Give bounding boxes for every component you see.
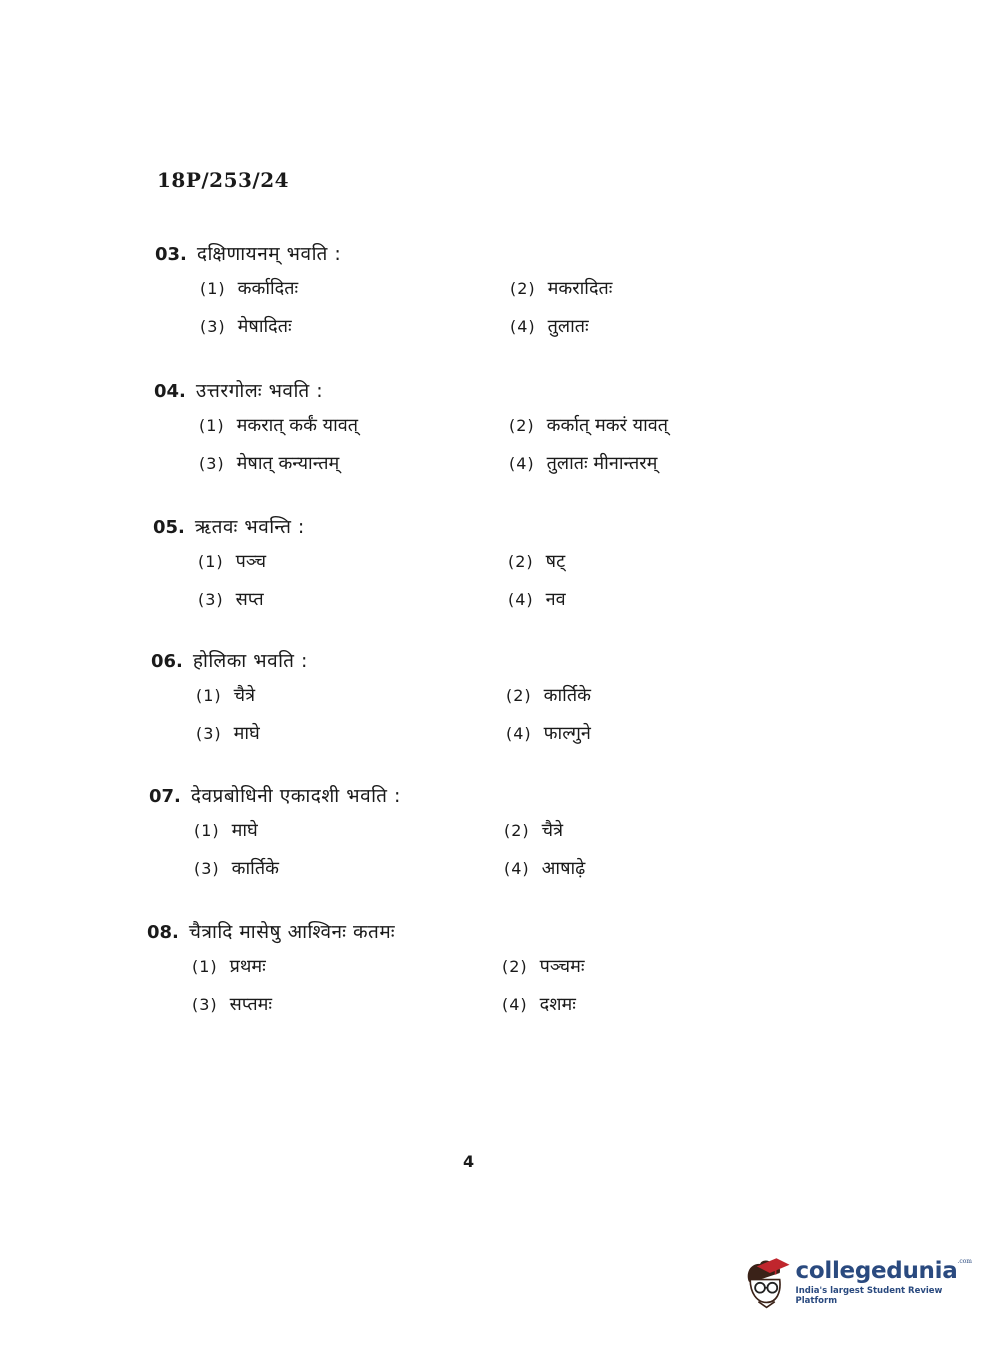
option-text: चैत्रे bbox=[541, 820, 564, 841]
option-1 bbox=[198, 549, 266, 573]
option-3 bbox=[194, 856, 279, 880]
logo-com: .com bbox=[957, 1258, 972, 1265]
option-text: कर्कादितः bbox=[237, 278, 299, 299]
options bbox=[151, 683, 771, 763]
option-1 bbox=[194, 818, 258, 842]
option-text: दशमः bbox=[539, 994, 576, 1015]
option-text: मकरादितः bbox=[547, 278, 613, 299]
options bbox=[149, 818, 769, 898]
option-4 bbox=[510, 314, 589, 338]
question-number: 05. bbox=[153, 517, 185, 538]
option-number: (2) bbox=[504, 821, 530, 840]
question-number: 04. bbox=[154, 381, 186, 402]
option-text: फाल्गुने bbox=[543, 723, 591, 744]
question-03 bbox=[155, 240, 775, 356]
option-number: (1) bbox=[194, 821, 220, 840]
option-number: (4) bbox=[506, 724, 532, 743]
option-2 bbox=[506, 683, 591, 707]
option-3 bbox=[200, 314, 292, 338]
paper-code: 18P/253/24 bbox=[157, 168, 290, 192]
question-number: 07. bbox=[149, 786, 181, 807]
option-text: सप्तमः bbox=[229, 994, 273, 1015]
question-text: उत्तरगोलः भवति : bbox=[195, 380, 324, 402]
option-text: तुलातः bbox=[547, 316, 589, 337]
question-number: 08. bbox=[147, 922, 179, 943]
mascot-icon bbox=[742, 1251, 790, 1313]
option-number: (1) bbox=[196, 686, 222, 705]
option-text: तुलातः मीनान्तरम् bbox=[546, 453, 658, 474]
options bbox=[153, 549, 773, 629]
option-1 bbox=[196, 683, 255, 707]
option-text: आषाढ़े bbox=[541, 858, 586, 879]
option-text: मकरात् कर्कं यावत् bbox=[236, 415, 359, 436]
logo-tagline: India's largest Student Review Platform bbox=[795, 1286, 943, 1306]
option-number: (2) bbox=[506, 686, 532, 705]
option-text: मेषादितः bbox=[237, 316, 292, 337]
option-number: (4) bbox=[508, 590, 534, 609]
logo-name: collegedunia bbox=[795, 1258, 958, 1284]
option-4 bbox=[504, 856, 585, 880]
option-text: प्रथमः bbox=[229, 956, 266, 977]
option-number: (3) bbox=[200, 317, 226, 336]
option-number: (2) bbox=[509, 416, 535, 435]
option-number: (3) bbox=[196, 724, 222, 743]
collegedunia-logo bbox=[742, 1250, 972, 1314]
logo-text bbox=[796, 1258, 972, 1306]
option-number: (3) bbox=[194, 859, 220, 878]
option-text: पञ्चमः bbox=[539, 956, 585, 977]
option-3 bbox=[196, 721, 260, 745]
option-text: षट् bbox=[545, 551, 566, 572]
option-number: (2) bbox=[510, 279, 536, 298]
option-number: (3) bbox=[198, 590, 224, 609]
option-4 bbox=[506, 721, 591, 745]
question-text: ऋतवः भवन्ति : bbox=[194, 516, 305, 538]
option-text: मेषात् कन्यान्तम् bbox=[236, 453, 340, 474]
option-number: (2) bbox=[508, 552, 534, 571]
option-text: पञ्च bbox=[235, 551, 267, 572]
question-text: देवप्रबोधिनी एकादशी भवति : bbox=[190, 785, 401, 807]
question-text: चैत्रादि मासेषु आश्विनः कतमः bbox=[188, 921, 396, 943]
options bbox=[147, 954, 767, 1034]
option-number: (4) bbox=[510, 317, 536, 336]
option-3 bbox=[192, 992, 272, 1016]
options bbox=[155, 276, 775, 356]
option-text: सप्त bbox=[235, 589, 264, 610]
option-1 bbox=[199, 413, 358, 437]
option-3 bbox=[199, 451, 339, 475]
option-number: (1) bbox=[192, 957, 218, 976]
option-number: (1) bbox=[199, 416, 225, 435]
option-text: नव bbox=[545, 589, 566, 610]
question-04 bbox=[154, 377, 774, 493]
option-text: माघे bbox=[231, 820, 258, 841]
option-number: (4) bbox=[502, 995, 528, 1014]
page-number: 4 bbox=[463, 1152, 475, 1171]
option-text: माघे bbox=[233, 723, 260, 744]
option-2 bbox=[502, 954, 585, 978]
option-2 bbox=[504, 818, 563, 842]
options bbox=[154, 413, 774, 493]
option-4 bbox=[502, 992, 576, 1016]
option-1 bbox=[192, 954, 266, 978]
option-number: (1) bbox=[200, 279, 226, 298]
question-number: 03. bbox=[155, 244, 187, 265]
option-1 bbox=[200, 276, 298, 300]
question-07 bbox=[149, 782, 769, 898]
option-2 bbox=[508, 549, 565, 573]
option-2 bbox=[510, 276, 612, 300]
option-2 bbox=[509, 413, 668, 437]
question-05 bbox=[153, 513, 773, 629]
option-number: (3) bbox=[199, 454, 225, 473]
option-3 bbox=[198, 587, 264, 611]
question-number: 06. bbox=[151, 651, 183, 672]
question-text: दक्षिणायनम् भवति : bbox=[196, 243, 342, 265]
option-text: कार्तिके bbox=[543, 685, 591, 706]
question-06 bbox=[151, 647, 771, 763]
option-number: (4) bbox=[504, 859, 530, 878]
option-number: (4) bbox=[509, 454, 535, 473]
option-4 bbox=[508, 587, 566, 611]
option-number: (1) bbox=[198, 552, 224, 571]
option-4 bbox=[509, 451, 657, 475]
logo-name-row bbox=[796, 1258, 972, 1284]
question-text: होलिका भवति : bbox=[192, 650, 308, 672]
option-number: (3) bbox=[192, 995, 218, 1014]
option-text: कार्तिके bbox=[231, 858, 279, 879]
question-08 bbox=[147, 918, 767, 1034]
option-text: कर्कात् मकरं यावत् bbox=[546, 415, 669, 436]
option-text: चैत्रे bbox=[233, 685, 256, 706]
option-number: (2) bbox=[502, 957, 528, 976]
